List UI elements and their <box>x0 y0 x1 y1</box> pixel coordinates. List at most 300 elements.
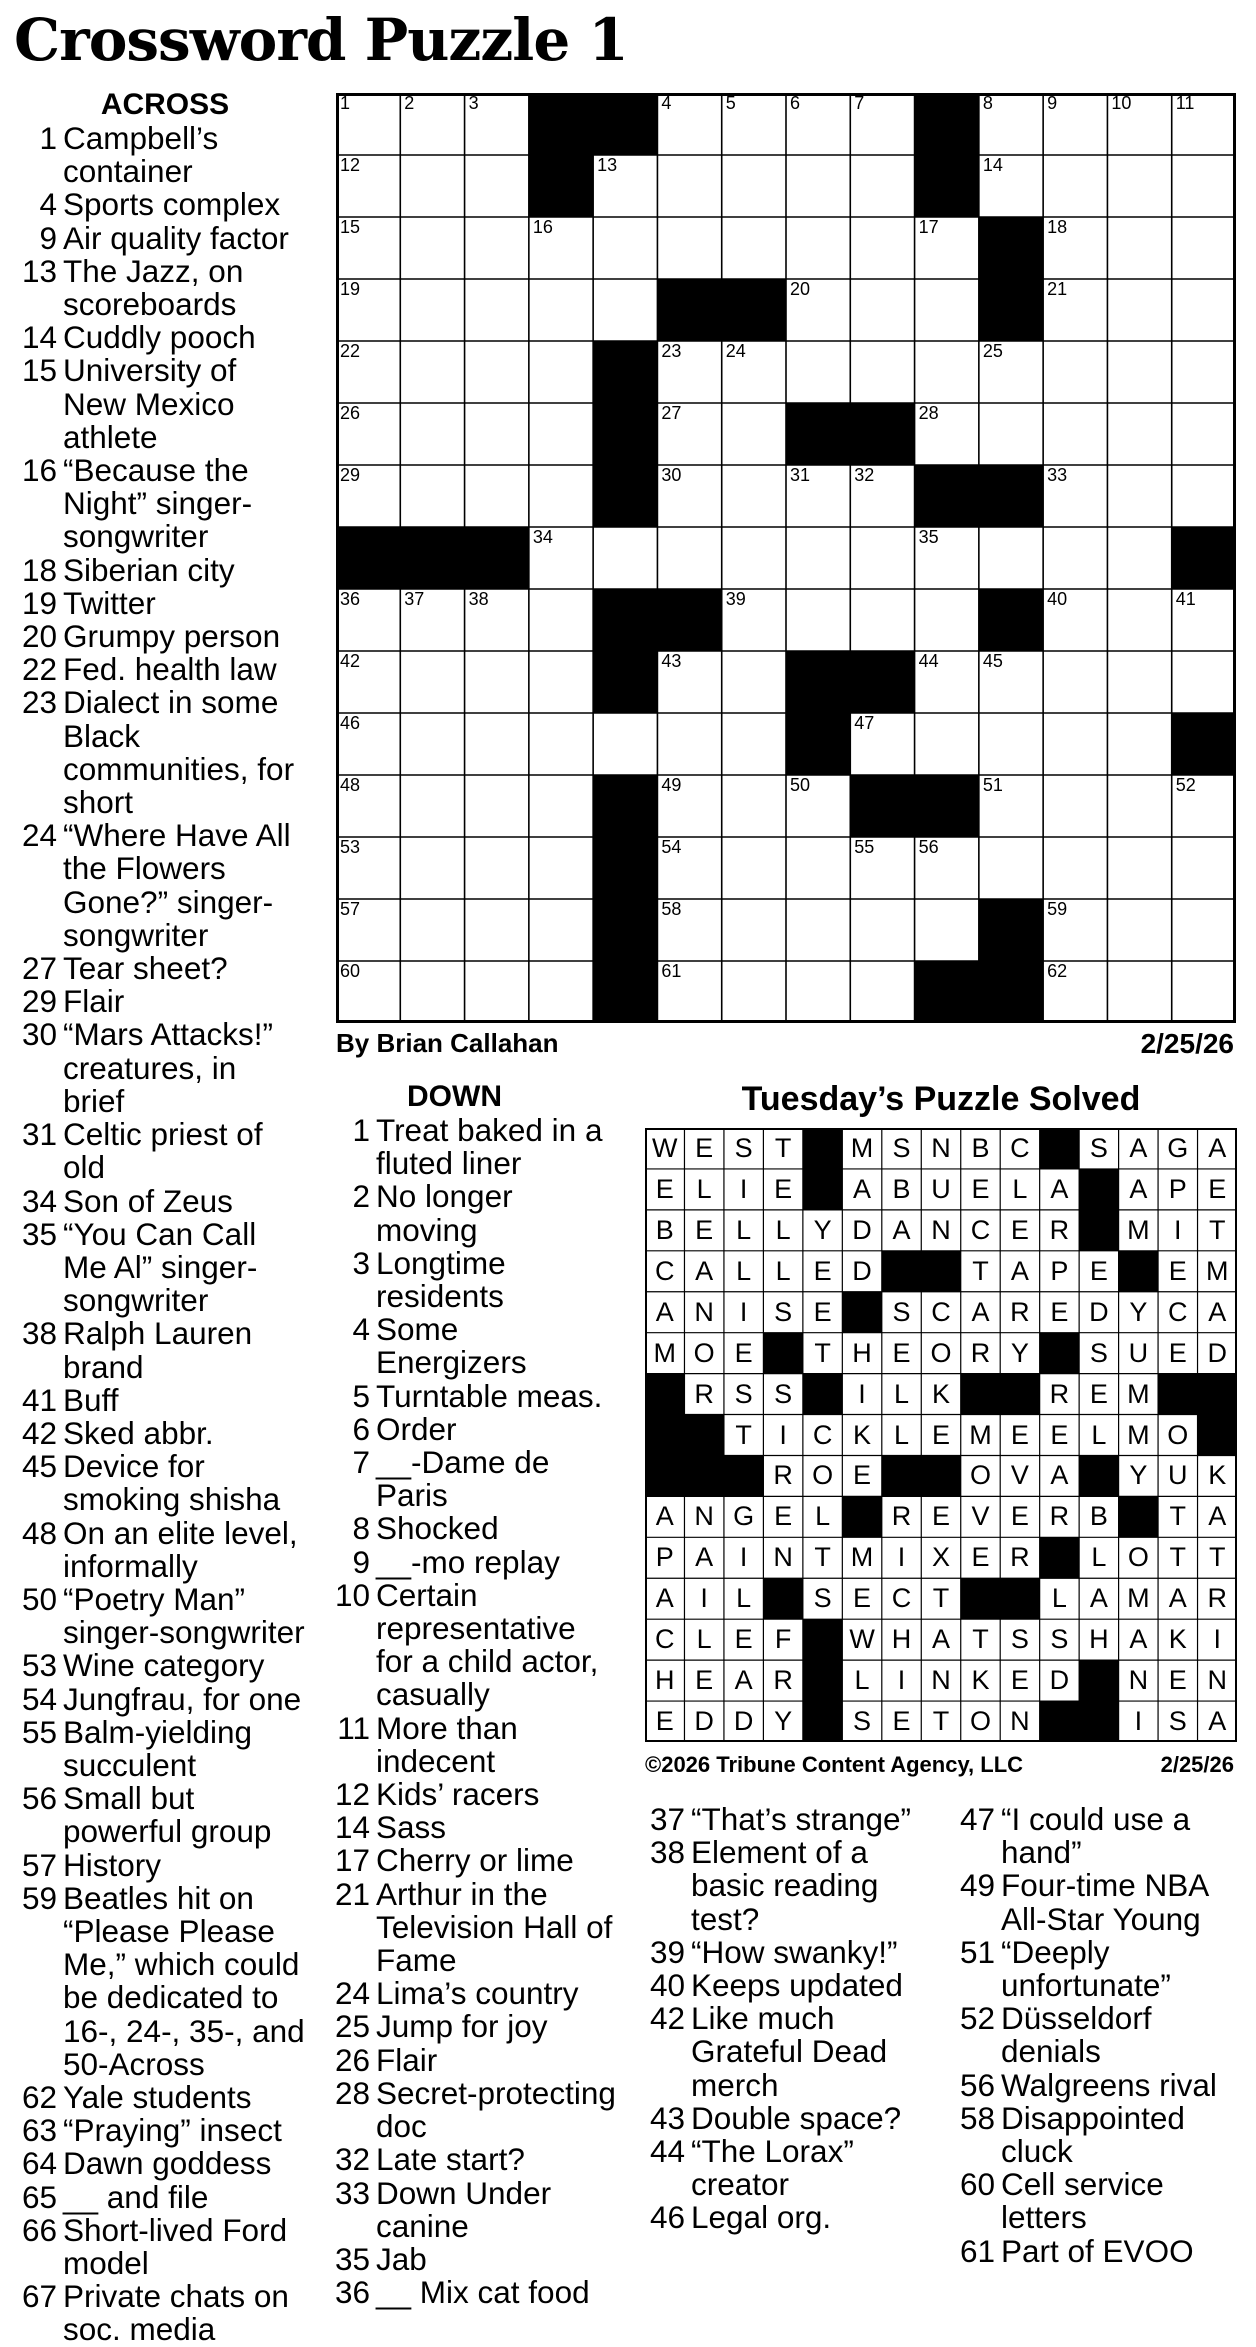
solved-letter: O <box>693 1337 715 1368</box>
solved-letter: E <box>1089 1378 1108 1409</box>
cell-number: 35 <box>918 527 939 547</box>
clue-item <box>950 2168 1250 2234</box>
solved-letter: K <box>1208 1460 1227 1491</box>
clue-text: Certain representative for a child actor, casually <box>376 1576 599 1713</box>
solved-letter: A <box>1129 1624 1148 1655</box>
clue-number: 8 <box>352 1510 370 1547</box>
clue-number: 49 <box>959 1867 995 1904</box>
clue-text: Jab <box>376 2240 427 2277</box>
solved-letter: E <box>971 1542 990 1573</box>
clue-item <box>332 2240 617 2277</box>
solved-letter: N <box>694 1501 714 1532</box>
puzzle-date: 2/25/26 <box>1140 1028 1234 1059</box>
cell-number: 2 <box>404 93 415 113</box>
clue-text: Late start? <box>376 2141 525 2178</box>
clue-text: Small but powerful group <box>63 1780 272 1850</box>
solved-letter: D <box>733 1706 754 1737</box>
clue-text: “Poetry Man” singer-songwriter <box>63 1580 305 1651</box>
clue-number: 37 <box>649 1801 685 1837</box>
cell-number: 55 <box>854 837 875 857</box>
solved-letter: O <box>969 1460 991 1491</box>
clue-number: 50 <box>21 1580 57 1617</box>
clue-number: 63 <box>21 2112 57 2149</box>
solved-letter: U <box>1128 1337 1149 1368</box>
clue-item <box>640 1969 940 2002</box>
solved-letter: E <box>813 1296 832 1327</box>
solved-letter: N <box>931 1214 951 1245</box>
clue-number: 55 <box>21 1713 57 1750</box>
clue-item <box>14 1649 306 1682</box>
solved-letter: T <box>1209 1542 1226 1573</box>
clue-item <box>332 2074 617 2145</box>
solved-letter: E <box>853 1460 872 1491</box>
clue-text: Four-time NBA All-Star Young <box>1001 1867 1208 1937</box>
clue-number: 32 <box>334 2141 370 2178</box>
solved-letter: N <box>773 1542 793 1573</box>
solved-letter: E <box>1050 1296 1069 1327</box>
solved-letter: D <box>1089 1296 1109 1327</box>
clue-number: 57 <box>21 1846 57 1883</box>
solved-letter: T <box>735 1419 752 1450</box>
solved-letter: C <box>1010 1133 1030 1163</box>
cell-number: 3 <box>468 93 479 113</box>
cell-number: 22 <box>340 341 361 361</box>
solved-letter: D <box>1207 1337 1227 1368</box>
solved-letter: R <box>970 1337 991 1368</box>
clue-text: Short-lived Ford model <box>63 2211 288 2281</box>
solved-letter: I <box>897 1665 906 1696</box>
solved-letter: N <box>1128 1665 1149 1696</box>
clue-item <box>14 1018 306 1118</box>
clue-item <box>332 2041 617 2078</box>
solved-letter: E <box>1168 1665 1187 1696</box>
cell-number: 10 <box>1111 93 1132 113</box>
clue-item <box>14 1846 306 1883</box>
solved-letter: L <box>736 1255 752 1286</box>
clue-number: 17 <box>334 1842 370 1879</box>
solved-letter: B <box>971 1133 990 1163</box>
solved-letter: V <box>1010 1460 1029 1491</box>
solved-letter: W <box>651 1133 678 1163</box>
clue-text: Flair <box>63 983 125 1020</box>
solved-letter: L <box>1091 1542 1107 1573</box>
solved-letter: K <box>853 1419 872 1450</box>
clue-text: Legal org. <box>691 2199 832 2236</box>
clue-text: “The Lorax” creator <box>691 2133 854 2203</box>
clue-number: 25 <box>334 2008 370 2045</box>
clue-number: 67 <box>21 2278 57 2315</box>
clue-item <box>332 1811 617 1844</box>
solved-letter: R <box>1010 1542 1030 1573</box>
solved-letter: U <box>931 1173 951 1204</box>
clue-number: 15 <box>21 352 57 389</box>
solved-letter: H <box>891 1624 912 1655</box>
solved-letter: I <box>858 1378 866 1409</box>
clue-number: 52 <box>959 2000 995 2037</box>
clue-text: Cell service letters <box>1001 2166 1164 2236</box>
cell-number: 27 <box>661 403 682 423</box>
clue-item <box>332 1446 617 1512</box>
solved-letter: E <box>1010 1665 1029 1696</box>
solved-letter: A <box>655 1501 674 1532</box>
clue-item <box>332 2174 617 2244</box>
solved-letter: E <box>695 1665 714 1696</box>
clue-number: 48 <box>21 1514 57 1551</box>
cell-number: 33 <box>1047 465 1068 485</box>
solved-letter: R <box>1010 1296 1030 1327</box>
solved-letter: L <box>696 1173 712 1204</box>
clue-number: 51 <box>959 1933 995 1970</box>
solved-letter: O <box>812 1460 834 1491</box>
solved-letter: A <box>892 1214 911 1245</box>
clue-number: 19 <box>21 584 57 621</box>
clue-number: 13 <box>21 252 57 289</box>
cell-number: 59 <box>1047 899 1068 919</box>
solved-letter: M <box>850 1133 874 1163</box>
clue-item <box>14 985 306 1018</box>
solved-letter: K <box>1168 1624 1187 1655</box>
solved-letter: T <box>814 1542 831 1573</box>
clue-item <box>14 454 306 554</box>
solved-letter: H <box>852 1337 872 1368</box>
solved-letter: P <box>1050 1255 1069 1286</box>
cell-number: 26 <box>340 403 361 423</box>
clue-number: 62 <box>21 2078 57 2115</box>
solved-letter: C <box>654 1624 675 1655</box>
cell-number: 25 <box>982 341 1003 361</box>
solved-letter: S <box>813 1583 832 1614</box>
clue-number: 9 <box>39 219 57 256</box>
solved-letter: D <box>694 1706 714 1737</box>
solved-letter: A <box>1129 1133 1148 1163</box>
solved-letter: P <box>1168 1173 1187 1204</box>
clue-text: “How swanky!” <box>691 1933 898 1970</box>
clue-text: “I could use a hand” <box>1001 1801 1191 1871</box>
clue-number: 56 <box>959 2066 995 2103</box>
clue-item <box>332 1377 617 1414</box>
solved-letter: A <box>655 1296 674 1327</box>
solved-letter: I <box>897 1542 906 1573</box>
cell-number: 44 <box>918 651 939 671</box>
clue-text: Shocked <box>376 1510 499 1547</box>
down-clue-list-col1 <box>332 1080 617 2309</box>
solved-letter: L <box>736 1214 752 1245</box>
solved-letter: O <box>1127 1542 1149 1573</box>
clue-item <box>640 2002 940 2102</box>
clue-text: Down Under canine <box>376 2174 552 2244</box>
solved-letter: N <box>931 1665 951 1696</box>
cell-number: 19 <box>340 279 361 299</box>
cell-number: 53 <box>340 837 361 857</box>
clue-item <box>14 653 306 686</box>
clue-number: 4 <box>39 186 57 223</box>
cell-number: 12 <box>340 155 361 175</box>
clue-number: 4 <box>352 1311 370 1348</box>
solved-letter: A <box>1050 1173 1069 1204</box>
clue-item <box>640 2201 940 2234</box>
clue-text: Dawn goddess <box>63 2145 272 2182</box>
cell-number: 57 <box>340 899 361 919</box>
solved-letter: A <box>1129 1173 1148 1204</box>
down-clue-list-col2 <box>640 1803 940 2235</box>
cell-number: 51 <box>982 775 1003 795</box>
clue-number: 5 <box>352 1377 370 1414</box>
clue-number: 35 <box>21 1215 57 1252</box>
clue-item <box>14 1118 306 1184</box>
cell-number: 49 <box>661 775 682 795</box>
solved-letter: B <box>892 1173 911 1204</box>
clue-text: Jump for joy <box>376 2008 548 2045</box>
solved-letter: A <box>1208 1296 1227 1327</box>
solved-letter: F <box>774 1624 792 1655</box>
clue-text: Celtic priest of old <box>63 1116 263 1186</box>
clue-text: Sked abbr. <box>63 1414 214 1451</box>
clue-number: 35 <box>334 2240 370 2277</box>
solved-letter: A <box>1010 1255 1029 1286</box>
solved-letter: L <box>854 1665 870 1696</box>
clue-item <box>332 1244 617 1315</box>
clue-number: 46 <box>649 2199 685 2236</box>
clue-text: Double space? <box>691 2099 902 2136</box>
clue-item <box>14 1514 306 1584</box>
cell-number: 4 <box>661 93 672 113</box>
cell-number: 52 <box>1175 775 1196 795</box>
solved-puzzle-grid <box>645 1128 1237 1742</box>
clue-number: 11 <box>337 1709 370 1746</box>
clue-item <box>14 2178 306 2215</box>
solved-letter: M <box>653 1337 676 1368</box>
solved-letter: E <box>1168 1255 1187 1286</box>
clue-number: 10 <box>334 1576 370 1613</box>
clue-number: 58 <box>959 2099 995 2136</box>
solved-letter: Y <box>1129 1296 1148 1327</box>
clue-number: 34 <box>21 1182 57 1219</box>
clue-text: Siberian city <box>63 551 235 588</box>
clue-item <box>950 1933 1250 2004</box>
solved-letter: E <box>774 1173 793 1204</box>
cell-number: 14 <box>982 155 1003 175</box>
clue-item <box>14 686 306 819</box>
clue-number: 18 <box>21 551 57 588</box>
clue-item <box>14 2078 306 2115</box>
solved-letter: S <box>734 1378 753 1409</box>
solved-letter: A <box>695 1542 714 1573</box>
clue-number: 1 <box>352 1112 370 1148</box>
clue-number: 14 <box>21 319 57 356</box>
solved-letter: N <box>694 1296 714 1327</box>
cell-number: 36 <box>340 589 361 609</box>
solved-letter: E <box>1208 1173 1227 1204</box>
clue-item <box>14 1414 306 1451</box>
clue-text: Wine category <box>63 1647 265 1684</box>
cell-number: 60 <box>340 961 361 981</box>
clue-number: 42 <box>21 1414 57 1451</box>
clue-item <box>14 2280 306 2346</box>
clue-text: Tear sheet? <box>63 950 228 987</box>
clue-number: 28 <box>334 2074 370 2111</box>
clue-item <box>14 551 306 588</box>
clue-item <box>332 1709 617 1779</box>
solved-letter: T <box>932 1583 950 1614</box>
crossword-grid[interactable] <box>336 93 1236 1023</box>
solved-letter: L <box>1012 1173 1028 1204</box>
solved-letter: K <box>931 1378 950 1409</box>
clue-text: Sports complex <box>63 186 281 223</box>
solved-letter: G <box>733 1501 755 1532</box>
solved-letter: R <box>891 1501 912 1532</box>
clue-text: Son of Zeus <box>63 1182 233 1219</box>
solved-letter: S <box>774 1378 793 1409</box>
clue-number: 2 <box>352 1178 370 1215</box>
solved-letter: A <box>1050 1460 1069 1491</box>
solved-letter: L <box>775 1255 791 1286</box>
solved-letter: N <box>931 1133 951 1163</box>
clue-text: Grumpy person <box>63 618 281 655</box>
down-heading: DOWN <box>407 1080 502 1113</box>
clue-number: 39 <box>649 1933 685 1970</box>
cell-number: 20 <box>790 279 811 299</box>
solved-letter: M <box>1127 1214 1150 1245</box>
clue-item <box>332 1875 617 1979</box>
cell-number: 58 <box>661 899 682 919</box>
cell-number: 46 <box>340 713 361 733</box>
clue-number: 61 <box>959 2232 995 2269</box>
clue-text: Element of a basic reading test? <box>691 1834 879 1937</box>
clue-text: Keeps updated <box>691 1967 903 2004</box>
clue-text: Twitter <box>63 584 156 621</box>
solved-letter: Y <box>774 1706 793 1737</box>
solved-letter: Y <box>1010 1337 1029 1368</box>
solved-puzzle-date: 2/25/26 <box>1160 1752 1234 1777</box>
solved-letter: I <box>739 1173 748 1204</box>
clue-text: Lima’s country <box>376 1975 579 2012</box>
solved-letter: S <box>1089 1337 1108 1368</box>
clue-number: 44 <box>649 2133 685 2170</box>
clue-number: 7 <box>352 1444 370 1481</box>
clue-text: History <box>63 1846 162 1883</box>
solved-letter: A <box>734 1665 753 1696</box>
clue-number: 31 <box>21 1116 57 1153</box>
cell-number: 41 <box>1175 589 1196 609</box>
clue-number: 20 <box>21 618 57 655</box>
clue-number: 64 <box>21 2145 57 2182</box>
clue-text: Yale students <box>63 2078 252 2115</box>
solved-letter: D <box>1049 1665 1070 1696</box>
clue-item <box>14 584 306 621</box>
solved-letter: Y <box>813 1214 832 1245</box>
clue-item <box>14 321 306 354</box>
clue-item <box>14 819 306 952</box>
solved-grid-lines <box>645 1128 1237 1742</box>
clue-number: 54 <box>21 1680 57 1717</box>
clue-number: 66 <box>21 2211 57 2248</box>
cell-number: 48 <box>340 775 361 795</box>
clue-text: Like much Grateful Dead merch <box>691 2000 888 2103</box>
clue-item <box>14 2147 306 2180</box>
clue-item <box>950 2232 1250 2269</box>
clue-item <box>332 1778 617 1811</box>
down-clue-list-col3 <box>950 1803 1250 2268</box>
solved-letter: L <box>815 1501 831 1532</box>
solved-letter: A <box>1208 1133 1227 1163</box>
solved-letter: R <box>1207 1583 1227 1614</box>
solved-letter: T <box>1169 1542 1187 1573</box>
clue-item <box>332 2276 617 2309</box>
clue-text: More than indecent <box>376 1709 518 1779</box>
solved-letter: E <box>1010 1419 1029 1450</box>
clue-item <box>14 952 306 985</box>
solved-letter: E <box>734 1624 753 1655</box>
solved-letter: I <box>739 1542 748 1573</box>
clue-text: Walgreens rival <box>1001 2066 1217 2103</box>
solved-letter: U <box>1168 1460 1188 1491</box>
clue-item <box>950 2099 1250 2170</box>
solved-letter: T <box>972 1255 989 1286</box>
across-clue-list <box>14 88 306 2347</box>
clue-number: 42 <box>649 2000 685 2037</box>
solved-letter: R <box>694 1378 714 1409</box>
clue-number: 29 <box>21 983 57 1020</box>
cell-number: 5 <box>725 93 736 113</box>
clue-number: 30 <box>21 1016 57 1053</box>
clue-text: Order <box>376 1410 457 1447</box>
cell-number: 31 <box>790 465 811 485</box>
clue-item <box>640 1803 940 1836</box>
solved-letter: V <box>971 1501 990 1532</box>
solved-letter: R <box>773 1665 793 1696</box>
clue-number: 53 <box>21 1647 57 1684</box>
solved-letter: S <box>1089 1133 1108 1163</box>
cell-number: 56 <box>918 837 939 857</box>
solved-letter: R <box>1049 1501 1070 1532</box>
solved-letter: C <box>654 1255 675 1286</box>
clue-item <box>332 1180 617 1246</box>
clue-item <box>640 2099 940 2136</box>
solved-letter: C <box>1168 1296 1188 1327</box>
solved-letter: A <box>695 1255 714 1286</box>
solved-letter: M <box>1206 1255 1229 1286</box>
solved-letter: X <box>931 1542 950 1573</box>
cell-number: 17 <box>918 217 939 237</box>
clue-item <box>950 1869 1250 1935</box>
cell-number: 42 <box>340 651 361 671</box>
clue-text: Düsseldorf denials <box>1001 2000 1152 2070</box>
clue-text: Cuddly pooch <box>63 319 256 356</box>
cell-number: 21 <box>1047 279 1068 299</box>
solved-letter: A <box>1208 1501 1227 1532</box>
clue-item <box>950 1803 1250 1869</box>
clue-item <box>332 1114 617 1180</box>
solved-letter: E <box>892 1337 911 1368</box>
solved-letter: S <box>1050 1624 1069 1655</box>
cell-number: 18 <box>1047 217 1068 237</box>
clue-number: 60 <box>959 2166 995 2203</box>
clue-text: __-mo replay <box>376 1543 560 1580</box>
clue-text: “Because the Night” singer-songwriter <box>63 452 253 555</box>
solved-letter: E <box>813 1255 832 1286</box>
clue-number: 41 <box>21 1381 57 1418</box>
solved-letter: L <box>1091 1419 1107 1450</box>
clue-text: No longer moving <box>376 1178 513 1248</box>
solved-letter: B <box>655 1214 674 1245</box>
clue-text: Disappointed cluck <box>1001 2099 1185 2170</box>
clue-item <box>14 620 306 653</box>
cell-number: 1 <box>340 93 351 113</box>
clue-item <box>14 1317 306 1383</box>
clue-text: Fed. health law <box>63 651 277 688</box>
cell-number: 28 <box>918 403 939 423</box>
clue-item <box>14 122 306 188</box>
